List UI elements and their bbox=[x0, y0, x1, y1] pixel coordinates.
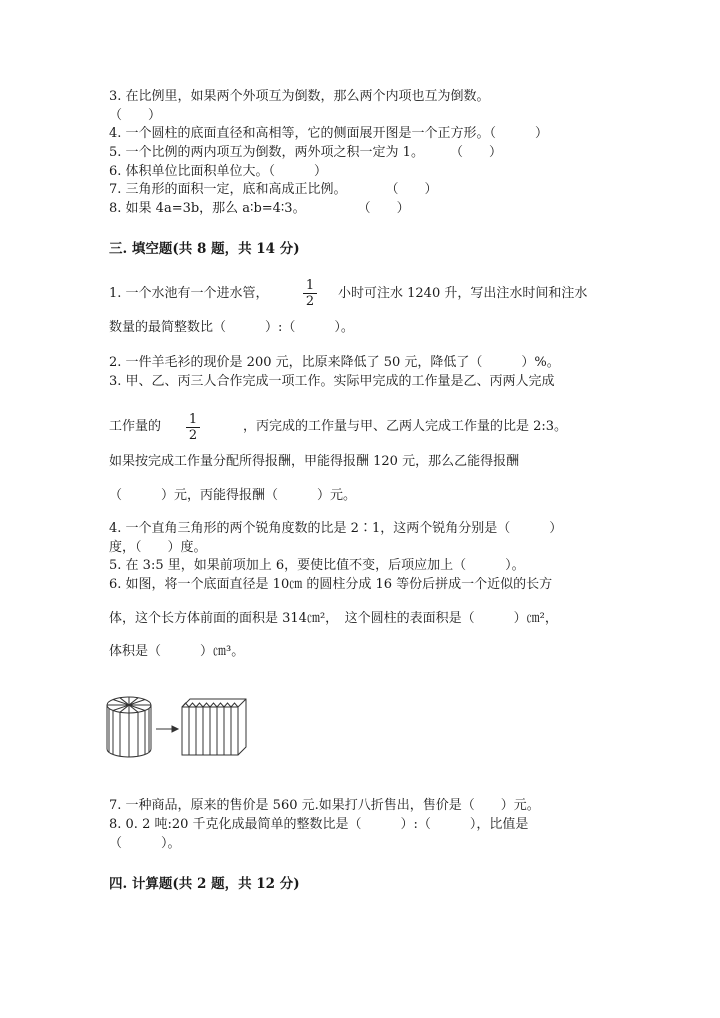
judgment-q7: 7. 三角形的面积一定，底和高成正比例。 （ ） bbox=[109, 182, 438, 197]
fill-q1-part3: 数量的最简整数比（ ）:（ ）。 bbox=[109, 320, 354, 335]
cuboid-figure bbox=[182, 699, 246, 755]
judgment-q6: 6. 体积单位比面积单位大。（ ） bbox=[109, 164, 328, 179]
fraction-numerator: 1 bbox=[188, 412, 198, 427]
fill-q6-line1: 6. 如图，将一个底面直径是 10㎝ 的圆柱分成 16 等份后拼成一个近似的长方 bbox=[109, 577, 553, 592]
fill-q2: 2. 一件羊毛衫的现价是 200 元，比原来降低了 50 元，降低了（ ）%。 bbox=[109, 355, 560, 370]
fraction-denominator: 2 bbox=[305, 294, 315, 309]
fraction-one-half bbox=[303, 279, 317, 308]
judgment-q3-answer: （ ） bbox=[109, 108, 162, 123]
fill-q3-line2-part2: ，丙完成的工作量与甲、乙两人完成工作量的比是 2:3。 bbox=[243, 419, 568, 434]
judgment-q5: 5. 一个比例的两内项互为倒数，两外项之积一定为 1。 （ ） bbox=[109, 145, 502, 160]
fill-q8-line2: （ ）。 bbox=[109, 836, 181, 851]
fill-q6-line3: 体积是（ ）㎝³。 bbox=[109, 644, 245, 659]
fill-q3-line3: 如果按完成工作量分配所得报酬，甲能得报酬 120 元，那么乙能得报酬 bbox=[109, 454, 520, 469]
fill-q8-line1: 8. 0. 2 吨:20 千克化成最简单的整数比是（ ）:（ ），比值是 bbox=[109, 817, 529, 832]
judgment-q8: 8. 如果 4a=3b，那么 a∶b=4∶3。 （ ） bbox=[109, 201, 410, 216]
arrow-icon bbox=[156, 726, 178, 732]
fraction-one-half-2 bbox=[186, 413, 200, 442]
fill-q1-part2: 小时可注水 1240 升，写出注水时间和注水 bbox=[338, 286, 588, 301]
fill-q6-line2: 体，这个长方体前面的面积是 314㎝²， 这个圆柱的表面积是（ ）㎝²， bbox=[109, 611, 558, 626]
section-4-title: 四. 计算题(共 2 题，共 12 分) bbox=[109, 876, 300, 892]
fill-q5: 5. 在 3:5 里，如果前项加上 6，要使比值不变，后项应加上（ ）。 bbox=[109, 558, 525, 573]
section-3-title: 三. 填空题(共 8 题，共 14 分) bbox=[109, 241, 300, 257]
fill-q4-line1: 4. 一个直角三角形的两个锐角度数的比是 2∶1，这两个锐角分别是（ ） bbox=[109, 521, 563, 536]
fraction-numerator: 1 bbox=[305, 278, 315, 293]
fill-q3-line1: 3. 甲、乙、丙三人合作完成一项工作。实际甲完成的工作量是乙、丙两人完成 bbox=[109, 374, 555, 389]
fill-q3-line4: （ ）元，丙能得报酬（ ）元。 bbox=[109, 488, 357, 503]
cylinder-figure bbox=[107, 697, 151, 757]
judgment-q4: 4. 一个圆柱的底面直径和高相等，它的侧面展开图是一个正方形。（ ） bbox=[109, 126, 549, 141]
fill-q1-part1: 1. 一个水池有一个进水管， bbox=[109, 286, 269, 301]
judgment-q3-line1: 3. 在比例里，如果两个外项互为倒数，那么两个内项也互为倒数。 bbox=[109, 89, 490, 104]
fill-q4-line2: 度，（ ）度。 bbox=[109, 540, 207, 555]
cylinder-to-cuboid-figure bbox=[104, 693, 254, 765]
fill-q7: 7. 一种商品，原来的售价是 560 元.如果打八折售出，售价是（ ）元。 bbox=[109, 798, 540, 813]
fraction-denominator: 2 bbox=[188, 428, 198, 443]
fill-q3-line2-part1: 工作量的 bbox=[109, 419, 162, 434]
